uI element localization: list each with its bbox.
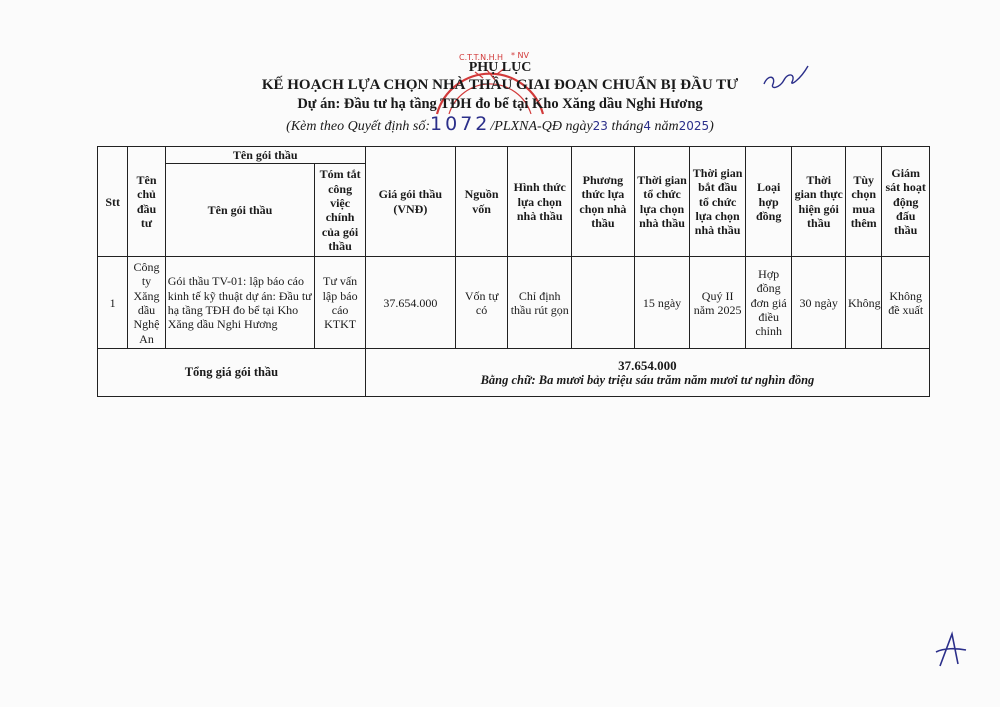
col-form: Hình thức lựa chọn nhà thầu <box>508 147 572 257</box>
col-package-name: Tên gói thầu <box>165 164 315 257</box>
document-title: KẾ HOẠCH LỰA CHỌN NHÀ THẦU GIAI ĐOẠN CHUẨN BỊ ĐẦU TƯ <box>261 77 739 93</box>
cell-method <box>572 257 635 349</box>
decision-reference <box>0 113 1000 135</box>
cell-option: Không <box>846 257 882 349</box>
col-exec: Thời gian thực hiện gói thầu <box>792 147 846 257</box>
signature-mark-icon <box>930 630 970 670</box>
appendix-heading: PHỤ LỤC <box>468 60 532 75</box>
col-monitor: Giám sát hoạt động đấu thầu <box>882 147 930 257</box>
cell-form: Chỉ định thầu rút gọn <box>508 257 572 349</box>
col-method: Phương thức lựa chọn nhà thầu <box>572 147 635 257</box>
cell-monitor: Không đề xuất <box>882 257 930 349</box>
ref-close: ) <box>709 119 714 134</box>
cell-duration: 15 ngày <box>634 257 690 349</box>
initial-signature-icon <box>760 62 812 92</box>
col-owner: Tên chủ đầu tư <box>128 147 165 257</box>
total-value-cell <box>365 349 929 397</box>
ref-suffix: /PLXNA-QĐ ngày <box>490 119 593 134</box>
total-label: Tổng giá gói thầu <box>98 349 366 397</box>
col-package-group: Tên gói thầu <box>165 147 365 164</box>
cell-contract: Hợp đồng đơn giá điều chỉnh <box>745 257 792 349</box>
col-summary: Tóm tắt công việc chính của gói thầu <box>315 164 366 257</box>
cell-exec: 30 ngày <box>792 257 846 349</box>
cell-stt: 1 <box>98 257 128 349</box>
svg-text:* NV: * NV <box>511 51 529 60</box>
col-contract: Loại hợp đồng <box>745 147 792 257</box>
total-amount: 37.654.000 <box>618 357 677 373</box>
handwritten-day: 23 <box>592 119 608 133</box>
col-duration: Thời gian tổ chức lựa chọn nhà thầu <box>634 147 690 257</box>
cell-start: Quý II năm 2025 <box>690 257 746 349</box>
handwritten-year: 2025 <box>678 119 710 133</box>
ref-year-label: năm <box>654 119 679 134</box>
project-name: Dự án: Đầu tư hạ tầng TĐH đo bể tại Kho Xăng dầu Nghi Hương <box>297 96 703 112</box>
ref-prefix: (Kèm theo Quyết định số: <box>286 119 431 134</box>
cell-owner: Công ty Xăng dầu Nghệ An <box>128 257 165 349</box>
bidding-plan-table <box>97 146 930 397</box>
cell-price: 37.654.000 <box>365 257 455 349</box>
cell-package-name: Gói thầu TV-01: lập báo cáo kinh tế kỹ thuật dự án: Đầu tư hạ tầng TĐH đo bể tại Kho Xăng dầu Nghi Hương <box>165 257 315 349</box>
col-source: Nguồn vốn <box>455 147 508 257</box>
handwritten-month: 4 <box>643 119 651 133</box>
cell-source: Vốn tự có <box>455 257 508 349</box>
col-price: Giá gói thầu (VNĐ) <box>365 147 455 257</box>
ref-month-label: tháng <box>611 119 644 134</box>
col-stt: Stt <box>98 147 128 257</box>
svg-text:C.T.T.N.H.H: C.T.T.N.H.H <box>459 53 504 62</box>
total-row <box>98 349 930 397</box>
table-row <box>98 257 930 349</box>
col-option: Tùy chọn mua thêm <box>846 147 882 257</box>
handwritten-decision-number: 1072 <box>430 113 491 135</box>
total-in-words: Bằng chữ: Ba mươi bảy triệu sáu trăm năm mươi tư nghìn đồng <box>480 373 815 388</box>
col-start: Thời gian bắt đầu tổ chức lựa chọn nhà thầu <box>690 147 746 257</box>
header-row-1 <box>98 147 930 164</box>
cell-summary: Tư vấn lập báo cáo KTKT <box>315 257 366 349</box>
